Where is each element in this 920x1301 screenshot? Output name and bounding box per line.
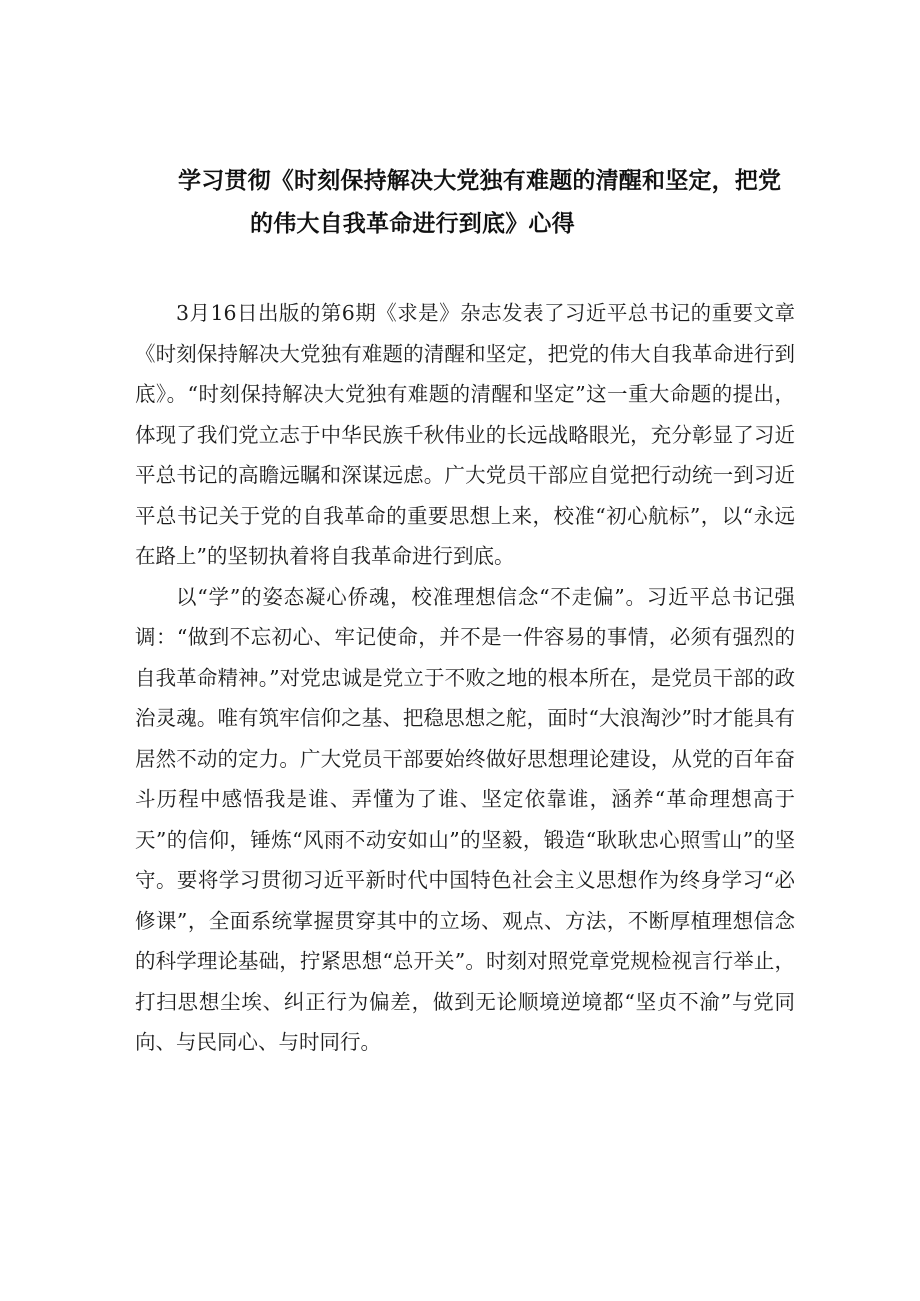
title-line-1: 学习贯彻《时刻保持解决大党独有难题的清醒和坚定，把党	[178, 168, 782, 194]
document-title	[150, 160, 790, 246]
title-line-2: 的伟大自我革命进行到底》心得	[250, 211, 575, 237]
paragraph-2: 以“学”的姿态凝心侨魂，校准理想信念“不走偏”。习近平总书记强调：“做到不忘初心、牢记使命，并不是一件容易的事情，必须有强烈的自我革命精神。”对党忠诚是党立于不败之地的根本所在，是党员干部的政治灵魂。唯有筑牢信仰之基、把稳思想之舵，面时“大浪淘沙”时才能具有居然不动的定力。广大党员干部要始终做好思想理论建设，从党的百年奋斗历程中感悟我是谁、弄懂为了谁、坚定依靠谁，涵养“革命理想高于天”的信仰，锤炼“风雨不动安如山”的坚毅，锻造“耿耿忠心照雪山”的坚守。要将学习贯彻习近平新时代中国特色社会主义思想作为终身学习“必修课”，全面系统掌握贯穿其中的立场、观点、方法，不断厚植理想信念的科学理论基础，拧紧思想“总开关”。时刻对照党章党规检视言行举止，打扫思想尘埃、纠正行为偏差，做到无论顺境逆境都“坚贞不渝”与党同向、与民同心、与时同行。	[135, 584, 795, 1054]
document-body	[135, 293, 795, 1063]
paragraph-1: 3月16日出版的第6期《求是》杂志发表了习近平总书记的重要文章《时刻保持解决大党独有难题的清醒和坚定，把党的伟大自我革命进行到底》。“时刻保持解决大党独有难题的清醒和坚定”这一重大命题的提出，体现了我们党立志于中华民族千秋伟业的长远战略眼光，充分彰显了习近平总书记的高瞻远瞩和深谋远虑。广大党员干部应自觉把行动统一到习近平总书记关于党的自我革命的重要思想上来，校准“初心航标”，以“永远在路上”的坚韧执着将自我革命进行到底。	[135, 301, 795, 568]
